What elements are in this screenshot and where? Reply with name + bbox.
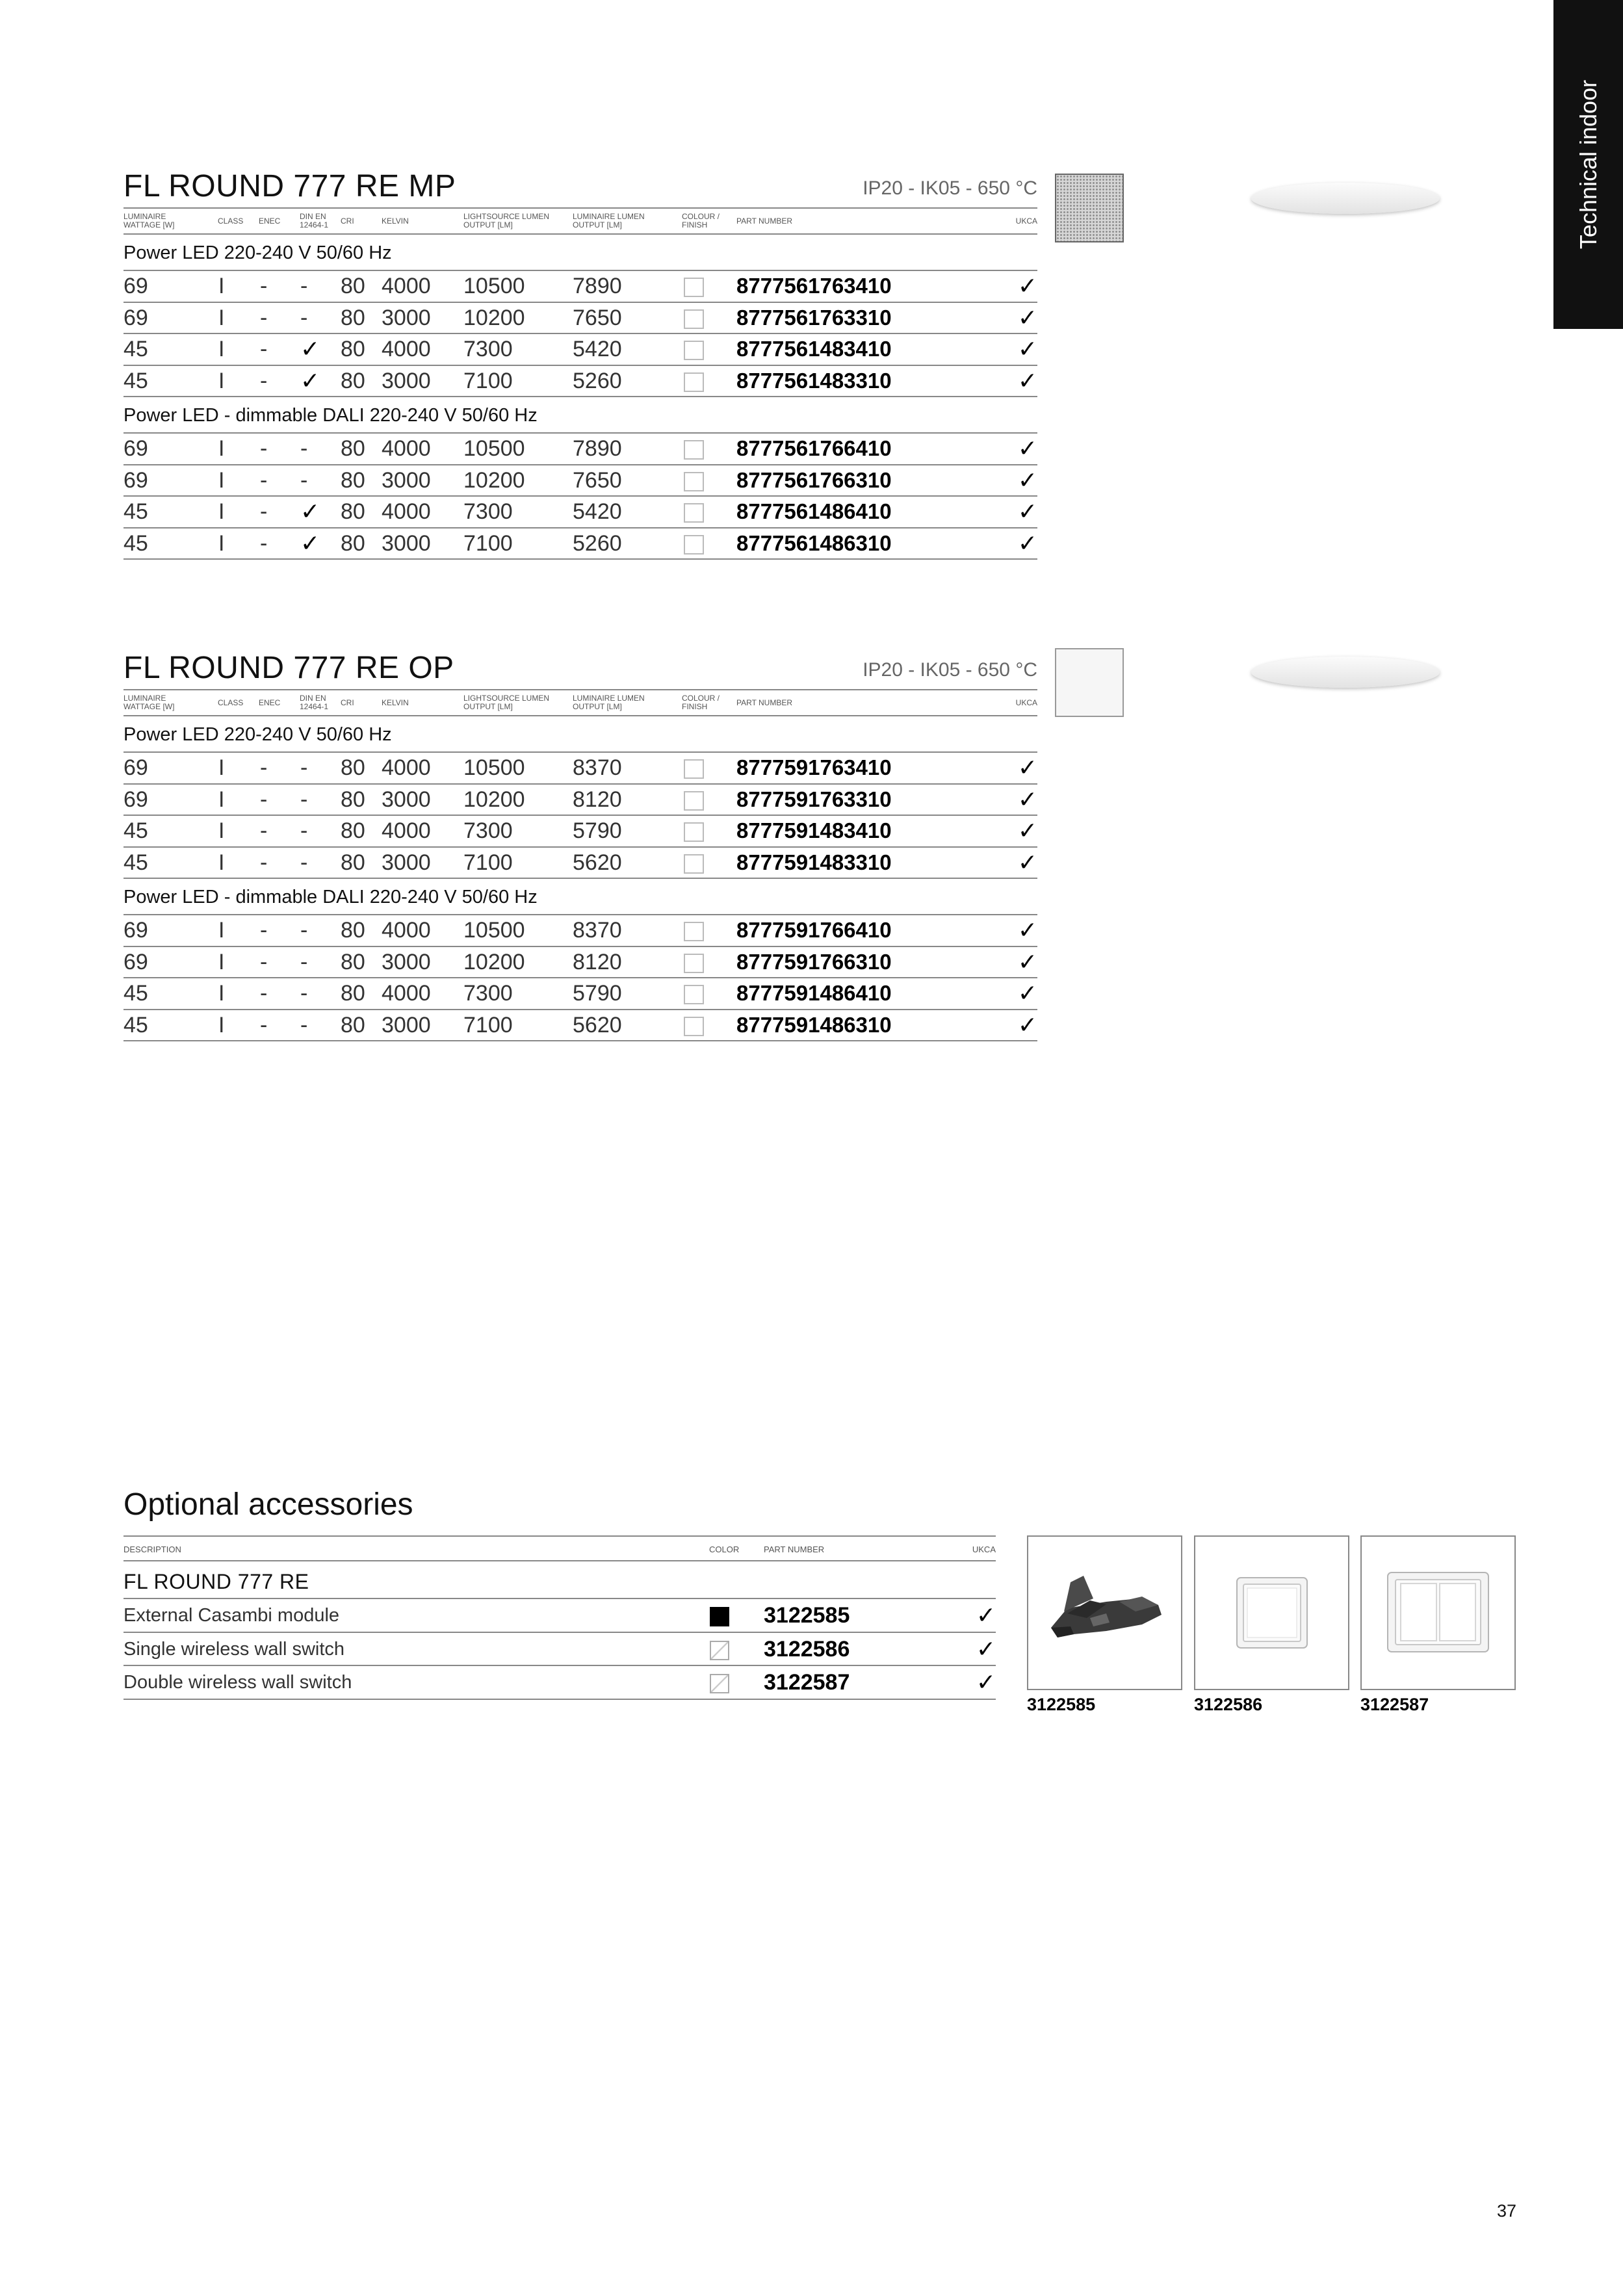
finish-swatch — [684, 954, 704, 973]
cell-wattage: 69 — [123, 305, 148, 330]
cell-luminaire-lumen: 5420 — [573, 499, 622, 524]
finish-swatch — [684, 822, 704, 842]
cell-din: - — [300, 305, 308, 330]
accessory-row — [123, 1599, 996, 1633]
col-enec: ENEC — [259, 216, 281, 226]
col-luminaire-lumen: LUMINAIRE LUMEN OUTPUT [LM] — [573, 694, 645, 711]
cell-class: I — [218, 467, 225, 493]
cell-enec: - — [260, 368, 268, 393]
finish-sample-opal — [1055, 648, 1124, 717]
cell-lightsource-lumen: 10200 — [463, 787, 525, 812]
cell-part-number: 8777591483310 — [736, 850, 892, 874]
ukca-check-icon: ✓ — [1017, 529, 1037, 556]
cell-luminaire-lumen: 5790 — [573, 981, 622, 1006]
cell-kelvin: 3000 — [382, 949, 431, 974]
cell-din: - — [300, 274, 308, 298]
finish-sample-microprismatic — [1055, 174, 1124, 242]
cell-cri: 80 — [341, 499, 365, 524]
cell-luminaire-lumen: 5260 — [573, 530, 622, 556]
col-colour-finish: COLOUR / FINISH — [682, 694, 720, 711]
table-row — [123, 1010, 1037, 1042]
col-color: COLOR — [709, 1545, 740, 1554]
group-label: Power LED - dimmable DALI 220-240 V 50/60 Hz — [123, 397, 1037, 434]
cell-luminaire-lumen: 5620 — [573, 1012, 622, 1037]
cell-wattage: 69 — [123, 274, 148, 298]
cell-class: I — [218, 1012, 225, 1037]
color-swatch-white — [710, 1641, 729, 1660]
accessories-header — [123, 1535, 996, 1561]
cell-cri: 80 — [341, 530, 365, 556]
cell-enec: - — [260, 787, 268, 812]
col-din: DIN EN 12464-1 — [300, 694, 329, 711]
cell-class: I — [218, 530, 225, 556]
cell-din: - — [300, 949, 308, 974]
cell-part-number: 8777591486310 — [736, 1012, 892, 1037]
cell-lightsource-lumen: 10500 — [463, 436, 525, 461]
cell-class: I — [218, 818, 225, 843]
cell-din: ✓ — [300, 529, 320, 556]
cell-lightsource-lumen: 7300 — [463, 337, 513, 361]
cell-lightsource-lumen: 7100 — [463, 850, 513, 875]
cell-lightsource-lumen: 10200 — [463, 467, 525, 493]
finish-swatch — [684, 1017, 704, 1036]
cell-kelvin: 4000 — [382, 274, 431, 298]
cell-lightsource-lumen: 7300 — [463, 818, 513, 843]
finish-swatch — [684, 472, 704, 491]
cell-cri: 80 — [341, 918, 365, 943]
col-kelvin: KELVIN — [382, 698, 409, 707]
cell-enec: - — [260, 818, 268, 843]
cell-lightsource-lumen: 7300 — [463, 981, 513, 1006]
col-part-number: PART NUMBER — [764, 1545, 825, 1554]
finish-swatch — [684, 309, 704, 329]
accessory-part-number: 3122586 — [764, 1636, 850, 1662]
cell-cri: 80 — [341, 274, 365, 298]
table-row — [123, 497, 1037, 528]
table-header — [123, 690, 1037, 716]
ukca-check-icon: ✓ — [1017, 498, 1037, 525]
section-tab-label: Technical indoor — [1574, 79, 1602, 250]
group-label: Power LED 220-240 V 50/60 Hz — [123, 235, 1037, 271]
product-title-row — [123, 647, 1037, 690]
cell-kelvin: 3000 — [382, 787, 431, 812]
cell-luminaire-lumen: 8120 — [573, 949, 622, 974]
ukca-check-icon: ✓ — [1017, 754, 1037, 781]
cell-part-number: 8777561763410 — [736, 274, 892, 298]
cell-cri: 80 — [341, 818, 365, 843]
accessory-part-number: 3122587 — [764, 1670, 850, 1695]
cell-class: I — [218, 368, 225, 393]
cell-class: I — [218, 918, 225, 943]
cell-luminaire-lumen: 5420 — [573, 337, 622, 361]
cell-wattage: 45 — [123, 530, 148, 556]
group-label: Power LED - dimmable DALI 220-240 V 50/60 Hz — [123, 879, 1037, 915]
cell-din: - — [300, 1012, 308, 1037]
finish-swatch — [684, 535, 704, 554]
table-header — [123, 209, 1037, 235]
cell-cri: 80 — [341, 787, 365, 812]
ukca-check-icon: ✓ — [1017, 848, 1037, 876]
cell-wattage: 45 — [123, 818, 148, 843]
cell-part-number: 8777561763310 — [736, 305, 892, 330]
luminaire-image — [1251, 183, 1440, 214]
col-part-number: PART NUMBER — [736, 216, 793, 226]
luminaire-image — [1251, 657, 1440, 688]
casambi-module-image — [1027, 1535, 1182, 1690]
cell-lightsource-lumen: 10200 — [463, 949, 525, 974]
cell-enec: - — [260, 918, 268, 943]
product-section-op — [123, 647, 1037, 1041]
cell-din: ✓ — [300, 498, 320, 525]
cell-kelvin: 4000 — [382, 755, 431, 780]
cell-part-number: 8777561766410 — [736, 436, 892, 460]
cell-kelvin: 3000 — [382, 305, 431, 330]
cell-cri: 80 — [341, 467, 365, 493]
cell-class: I — [218, 337, 225, 361]
cell-luminaire-lumen: 8370 — [573, 755, 622, 780]
cell-class: I — [218, 436, 225, 461]
cell-lightsource-lumen: 7100 — [463, 530, 513, 556]
cell-part-number: 8777591483410 — [736, 818, 892, 842]
cell-wattage: 69 — [123, 467, 148, 493]
product-title: FL ROUND 777 RE MP — [123, 169, 456, 203]
cell-class: I — [218, 755, 225, 780]
cell-wattage: 69 — [123, 787, 148, 812]
finish-swatch — [684, 854, 704, 874]
ukca-check-icon: ✓ — [1017, 304, 1037, 331]
cell-luminaire-lumen: 5620 — [573, 850, 622, 875]
cell-lightsource-lumen: 10500 — [463, 274, 525, 298]
cell-wattage: 45 — [123, 368, 148, 393]
section-tab — [1553, 0, 1623, 329]
cell-luminaire-lumen: 7890 — [573, 436, 622, 461]
accessory-description: Double wireless wall switch — [123, 1672, 352, 1693]
cell-cri: 80 — [341, 337, 365, 361]
ukca-check-icon: ✓ — [1017, 367, 1037, 394]
cell-din: - — [300, 850, 308, 875]
cell-part-number: 8777561486310 — [736, 530, 892, 555]
finish-swatch — [684, 503, 704, 523]
cell-kelvin: 3000 — [382, 467, 431, 493]
cell-cri: 80 — [341, 949, 365, 974]
accessories-title: Optional accessories — [123, 1487, 413, 1522]
cell-part-number: 8777561486410 — [736, 499, 892, 523]
col-cri: CRI — [341, 698, 354, 707]
cell-enec: - — [260, 981, 268, 1006]
col-lightsource-lumen: LIGHTSOURCE LUMEN OUTPUT [LM] — [463, 212, 550, 229]
cell-luminaire-lumen: 7890 — [573, 274, 622, 298]
product-spec: IP20 - IK05 - 650 °C — [863, 177, 1037, 199]
color-swatch-black — [710, 1607, 729, 1626]
ukca-check-icon: ✓ — [1017, 1011, 1037, 1038]
cell-wattage: 69 — [123, 755, 148, 780]
image-caption: 3122585 — [1027, 1695, 1096, 1714]
cell-class: I — [218, 274, 225, 298]
cell-lightsource-lumen: 7100 — [463, 1012, 513, 1037]
ukca-check-icon: ✓ — [1017, 435, 1037, 462]
ukca-check-icon: ✓ — [1017, 917, 1037, 943]
cell-luminaire-lumen: 7650 — [573, 305, 622, 330]
image-caption: 3122587 — [1360, 1695, 1429, 1714]
table-row — [123, 465, 1037, 497]
cell-class: I — [218, 305, 225, 330]
ukca-check-icon: ✓ — [1017, 272, 1037, 299]
col-description: DESCRIPTION — [123, 1545, 181, 1554]
cell-cri: 80 — [341, 436, 365, 461]
cell-kelvin: 3000 — [382, 530, 431, 556]
cell-class: I — [218, 850, 225, 875]
col-class: CLASS — [218, 216, 244, 226]
cell-part-number: 8777561766310 — [736, 467, 892, 492]
cell-din: - — [300, 467, 308, 493]
table-row — [123, 753, 1037, 785]
cell-kelvin: 4000 — [382, 337, 431, 361]
cell-cri: 80 — [341, 305, 365, 330]
cell-cri: 80 — [341, 368, 365, 393]
cell-luminaire-lumen: 5260 — [573, 368, 622, 393]
finish-swatch — [684, 985, 704, 1004]
cell-class: I — [218, 949, 225, 974]
ukca-check-icon: ✓ — [976, 1635, 996, 1662]
cell-class: I — [218, 499, 225, 524]
cell-wattage: 45 — [123, 981, 148, 1006]
cell-din: - — [300, 787, 308, 812]
double-switch-image — [1360, 1535, 1516, 1690]
cell-kelvin: 4000 — [382, 918, 431, 943]
cell-kelvin: 4000 — [382, 818, 431, 843]
table-row — [123, 947, 1037, 979]
group-label: Power LED 220-240 V 50/60 Hz — [123, 716, 1037, 753]
cell-din: - — [300, 918, 308, 943]
col-part-number: PART NUMBER — [736, 698, 793, 707]
col-lightsource-lumen: LIGHTSOURCE LUMEN OUTPUT [LM] — [463, 694, 550, 711]
cell-luminaire-lumen: 8370 — [573, 918, 622, 943]
cell-luminaire-lumen: 5790 — [573, 818, 622, 843]
cell-cri: 80 — [341, 850, 365, 875]
cell-enec: - — [260, 436, 268, 461]
col-din: DIN EN 12464-1 — [300, 212, 329, 229]
cell-cri: 80 — [341, 755, 365, 780]
cell-din: - — [300, 818, 308, 843]
cell-wattage: 45 — [123, 337, 148, 361]
cell-cri: 80 — [341, 981, 365, 1006]
cell-kelvin: 4000 — [382, 499, 431, 524]
product-section-mp — [123, 166, 1037, 560]
cell-class: I — [218, 981, 225, 1006]
cell-wattage: 45 — [123, 850, 148, 875]
cell-luminaire-lumen: 8120 — [573, 787, 622, 812]
table-row — [123, 271, 1037, 303]
cell-part-number: 8777591486410 — [736, 981, 892, 1005]
accessory-description: Single wireless wall switch — [123, 1638, 345, 1660]
cell-kelvin: 3000 — [382, 368, 431, 393]
product-spec: IP20 - IK05 - 650 °C — [863, 659, 1037, 681]
cell-wattage: 45 — [123, 499, 148, 524]
accessory-part-number: 3122585 — [764, 1603, 850, 1628]
table-row — [123, 915, 1037, 947]
col-wattage: LUMINAIRE WATTAGE [W] — [123, 212, 175, 229]
cell-part-number: 8777591766410 — [736, 918, 892, 942]
cell-din: - — [300, 436, 308, 461]
ukca-check-icon: ✓ — [1017, 335, 1037, 362]
accessory-description: External Casambi module — [123, 1605, 340, 1626]
cell-enec: - — [260, 305, 268, 330]
cell-enec: - — [260, 467, 268, 493]
finish-swatch — [684, 278, 704, 297]
col-ukca: UKCA — [1015, 698, 1037, 707]
cell-part-number: 8777561483310 — [736, 368, 892, 393]
ukca-check-icon: ✓ — [1017, 785, 1037, 813]
ukca-check-icon: ✓ — [1017, 980, 1037, 1006]
single-switch-image — [1194, 1535, 1349, 1690]
cell-enec: - — [260, 274, 268, 298]
color-swatch-white — [710, 1674, 729, 1693]
table-row — [123, 303, 1037, 335]
cell-din: - — [300, 981, 308, 1006]
product-title: FL ROUND 777 RE OP — [123, 651, 454, 685]
table-row — [123, 848, 1037, 880]
table-row — [123, 785, 1037, 816]
cell-enec: - — [260, 1012, 268, 1037]
cell-wattage: 69 — [123, 918, 148, 943]
product-title-row — [123, 166, 1037, 209]
cell-enec: - — [260, 337, 268, 361]
finish-swatch — [684, 440, 704, 460]
table-row — [123, 434, 1037, 465]
cell-wattage: 69 — [123, 436, 148, 461]
col-class: CLASS — [218, 698, 244, 707]
accessory-row — [123, 1633, 996, 1667]
cell-class: I — [218, 787, 225, 812]
cell-din: ✓ — [300, 367, 320, 394]
cell-lightsource-lumen: 10500 — [463, 755, 525, 780]
table-row — [123, 978, 1037, 1010]
cell-part-number: 8777561483410 — [736, 337, 892, 361]
cell-kelvin: 3000 — [382, 850, 431, 875]
col-ukca: UKCA — [972, 1545, 996, 1554]
ukca-check-icon: ✓ — [1017, 948, 1037, 975]
cell-part-number: 8777591766310 — [736, 949, 892, 974]
accessories-section — [123, 1484, 996, 1700]
col-cri: CRI — [341, 216, 354, 226]
cell-part-number: 8777591763410 — [736, 755, 892, 779]
cell-kelvin: 4000 — [382, 981, 431, 1006]
cell-wattage: 45 — [123, 1012, 148, 1037]
cell-lightsource-lumen: 10200 — [463, 305, 525, 330]
page-number: 37 — [1497, 2201, 1517, 2221]
cell-enec: - — [260, 530, 268, 556]
image-caption: 3122586 — [1194, 1695, 1263, 1714]
table-row — [123, 366, 1037, 398]
ukca-check-icon: ✓ — [1017, 817, 1037, 844]
table-row — [123, 334, 1037, 366]
cell-din: ✓ — [300, 335, 320, 362]
ukca-check-icon: ✓ — [976, 1602, 996, 1628]
cell-part-number: 8777591763310 — [736, 787, 892, 811]
cell-wattage: 69 — [123, 949, 148, 974]
finish-swatch — [684, 341, 704, 360]
cell-enec: - — [260, 949, 268, 974]
finish-swatch — [684, 791, 704, 811]
cell-din: - — [300, 755, 308, 780]
accessories-group-label: FL ROUND 777 RE — [123, 1561, 996, 1599]
col-luminaire-lumen: LUMINAIRE LUMEN OUTPUT [LM] — [573, 212, 645, 229]
ukca-check-icon: ✓ — [976, 1669, 996, 1695]
cell-luminaire-lumen: 7650 — [573, 467, 622, 493]
col-ukca: UKCA — [1015, 216, 1037, 226]
finish-swatch — [684, 372, 704, 392]
cell-kelvin: 4000 — [382, 436, 431, 461]
cell-cri: 80 — [341, 1012, 365, 1037]
cell-lightsource-lumen: 7100 — [463, 368, 513, 393]
col-wattage: LUMINAIRE WATTAGE [W] — [123, 694, 175, 711]
cell-enec: - — [260, 850, 268, 875]
cell-kelvin: 3000 — [382, 1012, 431, 1037]
table-row — [123, 816, 1037, 848]
cell-enec: - — [260, 499, 268, 524]
col-kelvin: KELVIN — [382, 216, 409, 226]
cell-lightsource-lumen: 7300 — [463, 499, 513, 524]
col-enec: ENEC — [259, 698, 281, 707]
cell-lightsource-lumen: 10500 — [463, 918, 525, 943]
finish-swatch — [684, 759, 704, 779]
table-row — [123, 528, 1037, 560]
col-colour-finish: COLOUR / FINISH — [682, 212, 720, 229]
cell-enec: - — [260, 755, 268, 780]
finish-swatch — [684, 922, 704, 941]
accessory-row — [123, 1666, 996, 1700]
ukca-check-icon: ✓ — [1017, 466, 1037, 493]
